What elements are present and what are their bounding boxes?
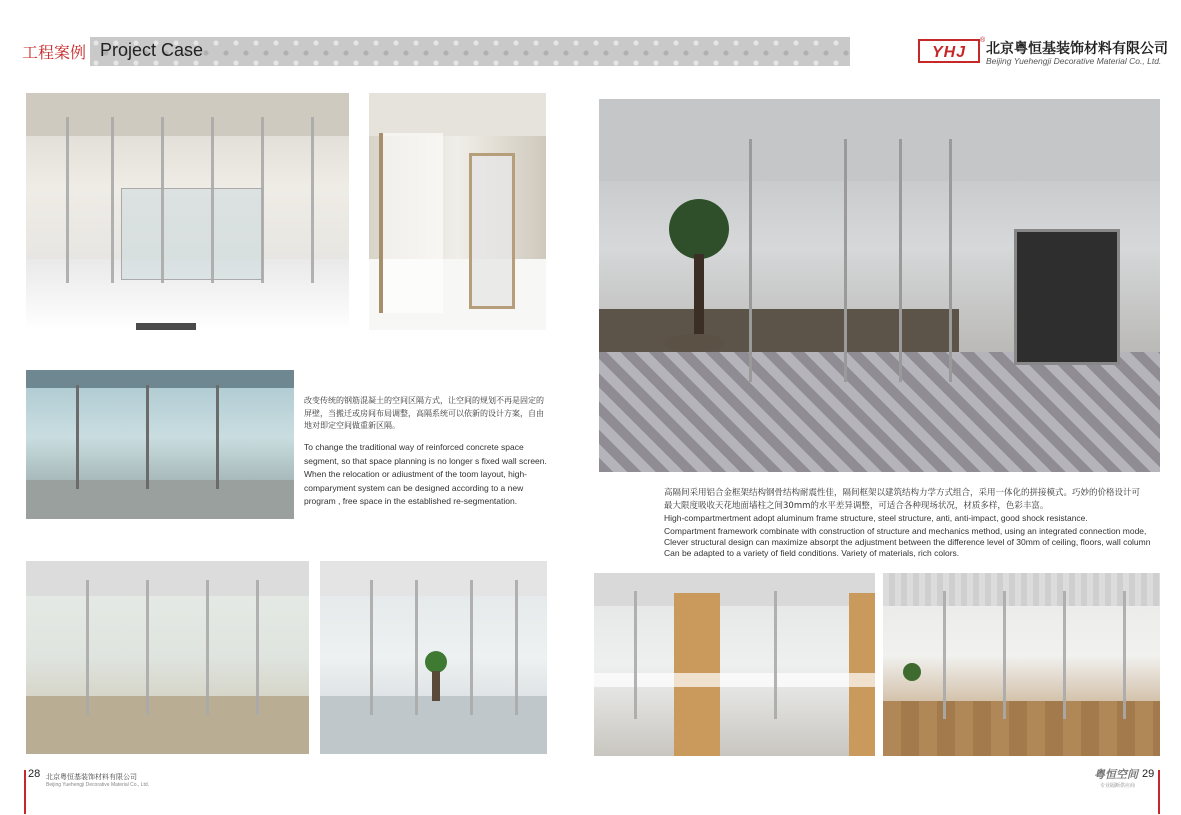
page-number-left: 28 [28, 768, 41, 780]
right-description-cn: 高隔间采用铝合金框架结构钢骨结构耐震性佳，隔间框架以建筑结构力学方式组合，采用一体化的拼接模式。巧妙的价格设计可最大限度吸收天花地面墙柱之间30mm的水平差异调整，可适合各种现场状况，材质多样，色彩丰富。 [664, 488, 1141, 511]
photo-large-office-carpet [599, 99, 1160, 472]
footer-company-cn: 北京粤恒基装饰材料有限公司 [46, 773, 137, 781]
photo-wood-floor-office [883, 573, 1160, 756]
left-description-en: To change the traditional way of reinforced concrete space segment, so that space planning is no longer s fixed wall screen. When the relocation or adiustment of the toom layout, high-comparyment system can be designed according to a new program , free space in the established re-segmentation. [304, 442, 547, 506]
section-title-cn: 工程案例 [22, 43, 87, 62]
photo-open-office [26, 370, 294, 519]
page-number-right: 29 [1142, 768, 1155, 780]
footer-company-en: Beijing Yuehengji Decorative Material Co., Ltd. [46, 782, 150, 788]
footer-divider-right [1158, 770, 1160, 814]
photo-corridor-glass [369, 93, 546, 330]
right-description-en-1: High-compartmertment adopt aluminum frame structure, steel structure, anti, anti-impact, good shock resistance. [664, 513, 1088, 523]
company-logo: YHJ [918, 39, 980, 63]
title-banner [90, 37, 850, 66]
footer-divider-left [24, 770, 26, 814]
photo-meeting-room [26, 93, 349, 330]
photo-wood-door-office [594, 573, 875, 756]
photo-office-plants [320, 561, 547, 754]
left-description-cn: 改变传统的钢筋混凝土的空间区隔方式，让空间的规划不再是固定的屏壁，当搬迁或房间布局调整，高隔系统可以依新的设计方案，自由地对即定空间做重新区隔。 [304, 396, 544, 430]
company-name-en: Beijing Yuehengji Decorative Material Co., Ltd. [986, 56, 1162, 66]
registered-mark: ® [980, 37, 986, 44]
footer-brand-subtitle: 专业隔断供应商 [1100, 783, 1136, 789]
right-description-en-2: Compartment framework combinate with construction of structure and mechanics method, using an integrated connection mode, Clever structural design can maximize absorpt the adjustment between the difference level of 30mm of ceiling, floors, wall column Can be adapted to a variety of field conditions. Variety of materials, rich colors. [664, 526, 1151, 558]
company-name-cn: 北京粤恒基装饰材料有限公司 [986, 41, 1168, 57]
footer-brand-logo: 粤恒空间 [1094, 768, 1138, 781]
photo-glass-partition-hall [26, 561, 309, 754]
section-title-en: Project Case [100, 40, 204, 60]
